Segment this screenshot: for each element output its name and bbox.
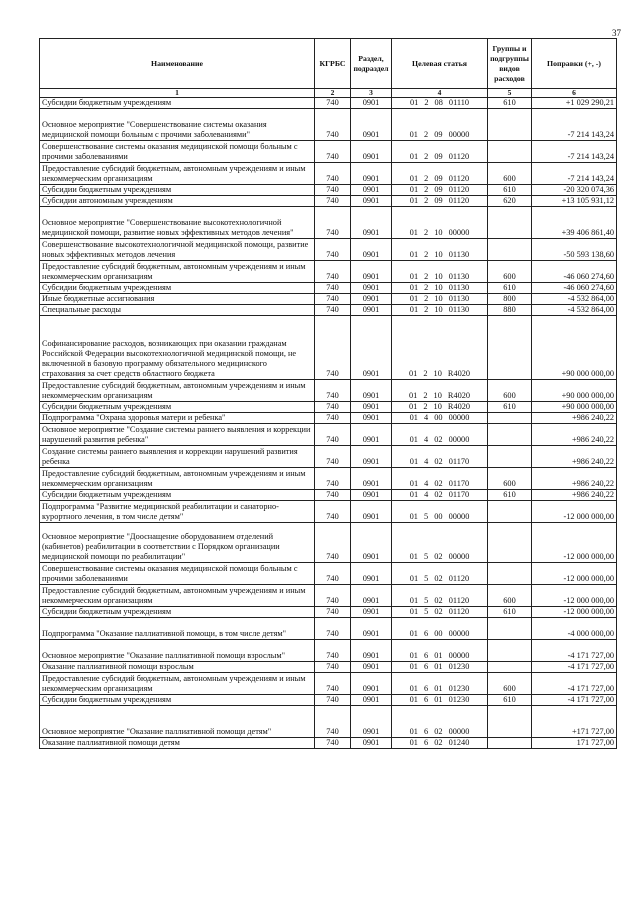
row-section: 0901 <box>351 239 392 261</box>
row-expense-type <box>488 141 532 163</box>
row-expense-type: 610 <box>488 185 532 196</box>
row-kgrbs: 740 <box>315 446 351 468</box>
row-expense-type: 610 <box>488 490 532 501</box>
row-target: 01 2 10 R4020 <box>392 380 488 402</box>
row-expense-type: 610 <box>488 607 532 618</box>
row-target: 01 5 02 01120 <box>392 563 488 585</box>
row-target: 01 2 09 01120 <box>392 185 488 196</box>
row-amount: +90 000 000,00 <box>532 402 617 413</box>
table-header-row <box>40 39 617 89</box>
row-name: Предоставление субсидий бюджетным, автономным учреждениям и иным некоммерческим организациям <box>40 673 315 695</box>
col-number: 5 <box>488 89 532 98</box>
row-amount: -7 214 143,24 <box>532 163 617 185</box>
row-amount: +986 240,22 <box>532 490 617 501</box>
row-amount: +90 000 000,00 <box>532 316 617 380</box>
row-section: 0901 <box>351 380 392 402</box>
row-kgrbs: 740 <box>315 294 351 305</box>
row-target: 01 2 10 01130 <box>392 283 488 294</box>
row-expense-type <box>488 316 532 380</box>
row-amount: +171 727,00 <box>532 706 617 738</box>
row-kgrbs: 740 <box>315 501 351 523</box>
row-amount: -4 171 727,00 <box>532 662 617 673</box>
header-name: Наименование <box>40 39 315 89</box>
row-target: 01 6 01 00000 <box>392 640 488 662</box>
row-amount: 171 727,00 <box>532 738 617 749</box>
row-name: Субсидии бюджетным учреждениям <box>40 283 315 294</box>
row-kgrbs: 740 <box>315 163 351 185</box>
row-section: 0901 <box>351 413 392 424</box>
row-expense-type: 610 <box>488 283 532 294</box>
row-target: 01 6 01 01230 <box>392 695 488 706</box>
row-expense-type: 600 <box>488 261 532 283</box>
row-name: Создание системы раннего выявления и коррекции нарушений развития ребенка <box>40 446 315 468</box>
table-row <box>40 305 617 316</box>
row-name: Предоставление субсидий бюджетным, автономным учреждениям и иным некоммерческим организациям <box>40 380 315 402</box>
table-row <box>40 490 617 501</box>
row-expense-type: 600 <box>488 163 532 185</box>
col-number: 1 <box>40 89 315 98</box>
table-row <box>40 196 617 207</box>
row-section: 0901 <box>351 738 392 749</box>
table-row <box>40 695 617 706</box>
row-name: Совершенствование системы оказания медицинской помощи больным с прочими заболеваниями <box>40 141 315 163</box>
table-row <box>40 413 617 424</box>
row-name: Основное мероприятие "Оказание паллиативной помощи взрослым" <box>40 640 315 662</box>
row-target: 01 5 02 01120 <box>392 585 488 607</box>
row-target: 01 6 02 00000 <box>392 706 488 738</box>
row-section: 0901 <box>351 446 392 468</box>
row-section: 0901 <box>351 706 392 738</box>
row-target: 01 5 02 00000 <box>392 523 488 563</box>
row-target: 01 6 01 01230 <box>392 662 488 673</box>
row-name: Оказание паллиативной помощи детям <box>40 738 315 749</box>
row-expense-type <box>488 523 532 563</box>
row-target: 01 6 01 01230 <box>392 673 488 695</box>
row-amount: -12 000 000,00 <box>532 523 617 563</box>
row-kgrbs: 740 <box>315 706 351 738</box>
row-amount: -4 171 727,00 <box>532 695 617 706</box>
row-name: Подпрограмма "Оказание паллиативной помощи, в том числе детям" <box>40 618 315 640</box>
row-section: 0901 <box>351 501 392 523</box>
row-kgrbs: 740 <box>315 523 351 563</box>
row-expense-type: 610 <box>488 98 532 109</box>
table-row <box>40 607 617 618</box>
row-section: 0901 <box>351 468 392 490</box>
row-target: 01 2 10 00000 <box>392 207 488 239</box>
row-section: 0901 <box>351 305 392 316</box>
table-row <box>40 523 617 563</box>
table-row <box>40 98 617 109</box>
row-target: 01 4 02 01170 <box>392 490 488 501</box>
row-name: Субсидии бюджетным учреждениям <box>40 695 315 706</box>
row-section: 0901 <box>351 490 392 501</box>
row-section: 0901 <box>351 607 392 618</box>
header-target: Целевая статья <box>392 39 488 89</box>
row-name: Предоставление субсидий бюджетным, автономным учреждениям и иным некоммерческим организациям <box>40 261 315 283</box>
row-amount: -7 214 143,24 <box>532 141 617 163</box>
table-row <box>40 501 617 523</box>
row-name: Подпрограмма "Охрана здоровья матери и ребенка" <box>40 413 315 424</box>
row-kgrbs: 740 <box>315 585 351 607</box>
row-expense-type <box>488 239 532 261</box>
row-section: 0901 <box>351 261 392 283</box>
row-kgrbs: 740 <box>315 185 351 196</box>
row-expense-type <box>488 662 532 673</box>
row-kgrbs: 740 <box>315 468 351 490</box>
row-expense-type: 600 <box>488 585 532 607</box>
row-section: 0901 <box>351 563 392 585</box>
row-section: 0901 <box>351 98 392 109</box>
row-kgrbs: 740 <box>315 695 351 706</box>
row-name: Субсидии бюджетным учреждениям <box>40 607 315 618</box>
row-target: 01 4 02 01170 <box>392 446 488 468</box>
row-name: Субсидии автономным учреждениям <box>40 196 315 207</box>
table-row <box>40 446 617 468</box>
table-row <box>40 402 617 413</box>
row-expense-type <box>488 207 532 239</box>
row-name: Подпрограмма "Развитие медицинской реабилитации и санаторно-курортного лечения, в том числе детям" <box>40 501 315 523</box>
table-row <box>40 163 617 185</box>
row-kgrbs: 740 <box>315 283 351 294</box>
row-kgrbs: 740 <box>315 141 351 163</box>
row-section: 0901 <box>351 673 392 695</box>
row-expense-type: 800 <box>488 294 532 305</box>
row-target: 01 2 09 01120 <box>392 196 488 207</box>
row-amount: -46 060 274,60 <box>532 283 617 294</box>
row-expense-type <box>488 501 532 523</box>
budget-table <box>39 38 617 749</box>
row-kgrbs: 740 <box>315 261 351 283</box>
row-expense-type <box>488 413 532 424</box>
table-row <box>40 283 617 294</box>
row-amount: -12 000 000,00 <box>532 585 617 607</box>
row-target: 01 4 02 00000 <box>392 424 488 446</box>
row-name: Предоставление субсидий бюджетным, автономным учреждениям и иным некоммерческим организациям <box>40 585 315 607</box>
row-name: Софинансирование расходов, возникающих при оказании гражданам Российской Федерации высокотехнологичной медицинской помощи, не включенной в базовую программу обязательного медицинского страхования за счет средств областного бюджета <box>40 316 315 380</box>
row-kgrbs: 740 <box>315 316 351 380</box>
table-row <box>40 185 617 196</box>
row-amount: +90 000 000,00 <box>532 380 617 402</box>
row-expense-type: 600 <box>488 468 532 490</box>
row-section: 0901 <box>351 316 392 380</box>
row-expense-type <box>488 446 532 468</box>
row-kgrbs: 740 <box>315 98 351 109</box>
col-number: 4 <box>392 89 488 98</box>
table-row <box>40 706 617 738</box>
row-name: Совершенствование высокотехнологичной медицинской помощи, развитие новых эффективных методов лечения <box>40 239 315 261</box>
row-expense-type <box>488 424 532 446</box>
row-amount: +986 240,22 <box>532 468 617 490</box>
row-section: 0901 <box>351 207 392 239</box>
row-section: 0901 <box>351 424 392 446</box>
row-name: Основное мероприятие "Создание системы раннего выявления и коррекции нарушений развития ребенка" <box>40 424 315 446</box>
row-target: 01 2 10 01130 <box>392 305 488 316</box>
row-amount: -12 000 000,00 <box>532 563 617 585</box>
row-kgrbs: 740 <box>315 607 351 618</box>
row-target: 01 2 09 01120 <box>392 163 488 185</box>
table-row <box>40 468 617 490</box>
row-amount: +13 105 931,12 <box>532 196 617 207</box>
row-kgrbs: 740 <box>315 618 351 640</box>
row-kgrbs: 740 <box>315 413 351 424</box>
row-kgrbs: 740 <box>315 196 351 207</box>
row-amount: -4 171 727,00 <box>532 673 617 695</box>
row-amount: -4 532 864,00 <box>532 305 617 316</box>
table-row <box>40 380 617 402</box>
row-kgrbs: 740 <box>315 402 351 413</box>
row-name: Специальные расходы <box>40 305 315 316</box>
row-target: 01 4 00 00000 <box>392 413 488 424</box>
row-target: 01 2 09 00000 <box>392 109 488 141</box>
table-row <box>40 673 617 695</box>
row-expense-type <box>488 618 532 640</box>
column-number-row <box>40 89 617 98</box>
row-target: 01 2 08 01110 <box>392 98 488 109</box>
row-target: 01 2 09 01120 <box>392 141 488 163</box>
row-section: 0901 <box>351 618 392 640</box>
table-row <box>40 316 617 380</box>
row-section: 0901 <box>351 523 392 563</box>
col-number: 2 <box>315 89 351 98</box>
table-row <box>40 141 617 163</box>
table-row <box>40 207 617 239</box>
row-section: 0901 <box>351 283 392 294</box>
row-expense-type: 620 <box>488 196 532 207</box>
row-target: 01 2 10 01130 <box>392 239 488 261</box>
row-name: Субсидии бюджетным учреждениям <box>40 402 315 413</box>
row-amount: -12 000 000,00 <box>532 501 617 523</box>
row-kgrbs: 740 <box>315 738 351 749</box>
row-name: Основное мероприятие "Дооснащение оборудованием отделений (кабинетов) реабилитации в соответствии с Порядком организации медицинской помощи по реабилитации" <box>40 523 315 563</box>
table-row <box>40 294 617 305</box>
row-amount: -7 214 143,24 <box>532 109 617 141</box>
row-section: 0901 <box>351 640 392 662</box>
row-expense-type: 880 <box>488 305 532 316</box>
row-amount: -4 000 000,00 <box>532 618 617 640</box>
row-name: Основное мероприятие "Совершенствование системы оказания медицинской помощи больным с прочими заболеваниями" <box>40 109 315 141</box>
row-kgrbs: 740 <box>315 563 351 585</box>
row-kgrbs: 740 <box>315 673 351 695</box>
row-amount: -4 532 864,00 <box>532 294 617 305</box>
row-target: 01 6 00 00000 <box>392 618 488 640</box>
page-number: 37 <box>612 28 621 38</box>
row-amount: +986 240,22 <box>532 446 617 468</box>
row-section: 0901 <box>351 185 392 196</box>
col-number: 3 <box>351 89 392 98</box>
table-row <box>40 424 617 446</box>
row-name: Основное мероприятие "Оказание паллиативной помощи детям" <box>40 706 315 738</box>
row-section: 0901 <box>351 109 392 141</box>
table-row <box>40 662 617 673</box>
table-row <box>40 738 617 749</box>
row-section: 0901 <box>351 662 392 673</box>
header-kgrbs: КГРБС <box>315 39 351 89</box>
row-amount: +986 240,22 <box>532 413 617 424</box>
header-groups: Группы и подгруппы видов расходов <box>488 39 532 89</box>
row-amount: -12 000 000,00 <box>532 607 617 618</box>
row-section: 0901 <box>351 585 392 607</box>
row-section: 0901 <box>351 294 392 305</box>
row-kgrbs: 740 <box>315 662 351 673</box>
row-name: Совершенствование системы оказания медицинской помощи больным с прочими заболеваниями <box>40 563 315 585</box>
row-kgrbs: 740 <box>315 380 351 402</box>
table-row <box>40 109 617 141</box>
row-amount: -50 593 138,60 <box>532 239 617 261</box>
row-amount: -46 060 274,60 <box>532 261 617 283</box>
row-name: Основное мероприятие "Совершенствование высокотехнологичной медицинской помощи, развитие новых эффективных методов лечения" <box>40 207 315 239</box>
row-kgrbs: 740 <box>315 640 351 662</box>
row-name: Предоставление субсидий бюджетным, автономным учреждениям и иным некоммерческим организациям <box>40 163 315 185</box>
row-name: Субсидии бюджетным учреждениям <box>40 490 315 501</box>
row-section: 0901 <box>351 196 392 207</box>
row-name: Оказание паллиативной помощи взрослым <box>40 662 315 673</box>
header-section: Раздел, подраздел <box>351 39 392 89</box>
row-target: 01 2 10 01130 <box>392 294 488 305</box>
row-expense-type <box>488 109 532 141</box>
row-target: 01 5 02 01120 <box>392 607 488 618</box>
row-expense-type <box>488 738 532 749</box>
table-row <box>40 585 617 607</box>
row-expense-type: 600 <box>488 380 532 402</box>
row-target: 01 2 10 01130 <box>392 261 488 283</box>
row-target: 01 2 10 R4020 <box>392 316 488 380</box>
row-expense-type <box>488 640 532 662</box>
row-kgrbs: 740 <box>315 490 351 501</box>
row-section: 0901 <box>351 402 392 413</box>
row-amount: +1 029 290,21 <box>532 98 617 109</box>
row-amount: -4 171 727,00 <box>532 640 617 662</box>
row-expense-type <box>488 706 532 738</box>
row-target: 01 4 02 01170 <box>392 468 488 490</box>
row-name: Предоставление субсидий бюджетным, автономным учреждениям и иным некоммерческим организациям <box>40 468 315 490</box>
col-number: 6 <box>532 89 617 98</box>
row-name: Иные бюджетные ассигнования <box>40 294 315 305</box>
row-section: 0901 <box>351 141 392 163</box>
row-expense-type <box>488 563 532 585</box>
row-expense-type: 600 <box>488 673 532 695</box>
row-kgrbs: 740 <box>315 424 351 446</box>
table-row <box>40 563 617 585</box>
row-section: 0901 <box>351 695 392 706</box>
row-amount: +39 406 861,40 <box>532 207 617 239</box>
table-row <box>40 640 617 662</box>
row-kgrbs: 740 <box>315 109 351 141</box>
header-amendments: Поправки (+, -) <box>532 39 617 89</box>
table-row <box>40 261 617 283</box>
table-row <box>40 239 617 261</box>
row-amount: -20 320 074,36 <box>532 185 617 196</box>
row-kgrbs: 740 <box>315 305 351 316</box>
row-target: 01 6 02 01240 <box>392 738 488 749</box>
row-target: 01 2 10 R4020 <box>392 402 488 413</box>
table-row <box>40 618 617 640</box>
row-expense-type: 610 <box>488 402 532 413</box>
row-amount: +986 240,22 <box>532 424 617 446</box>
row-name: Субсидии бюджетным учреждениям <box>40 98 315 109</box>
row-target: 01 5 00 00000 <box>392 501 488 523</box>
row-name: Субсидии бюджетным учреждениям <box>40 185 315 196</box>
row-section: 0901 <box>351 163 392 185</box>
row-expense-type: 610 <box>488 695 532 706</box>
row-kgrbs: 740 <box>315 239 351 261</box>
row-kgrbs: 740 <box>315 207 351 239</box>
